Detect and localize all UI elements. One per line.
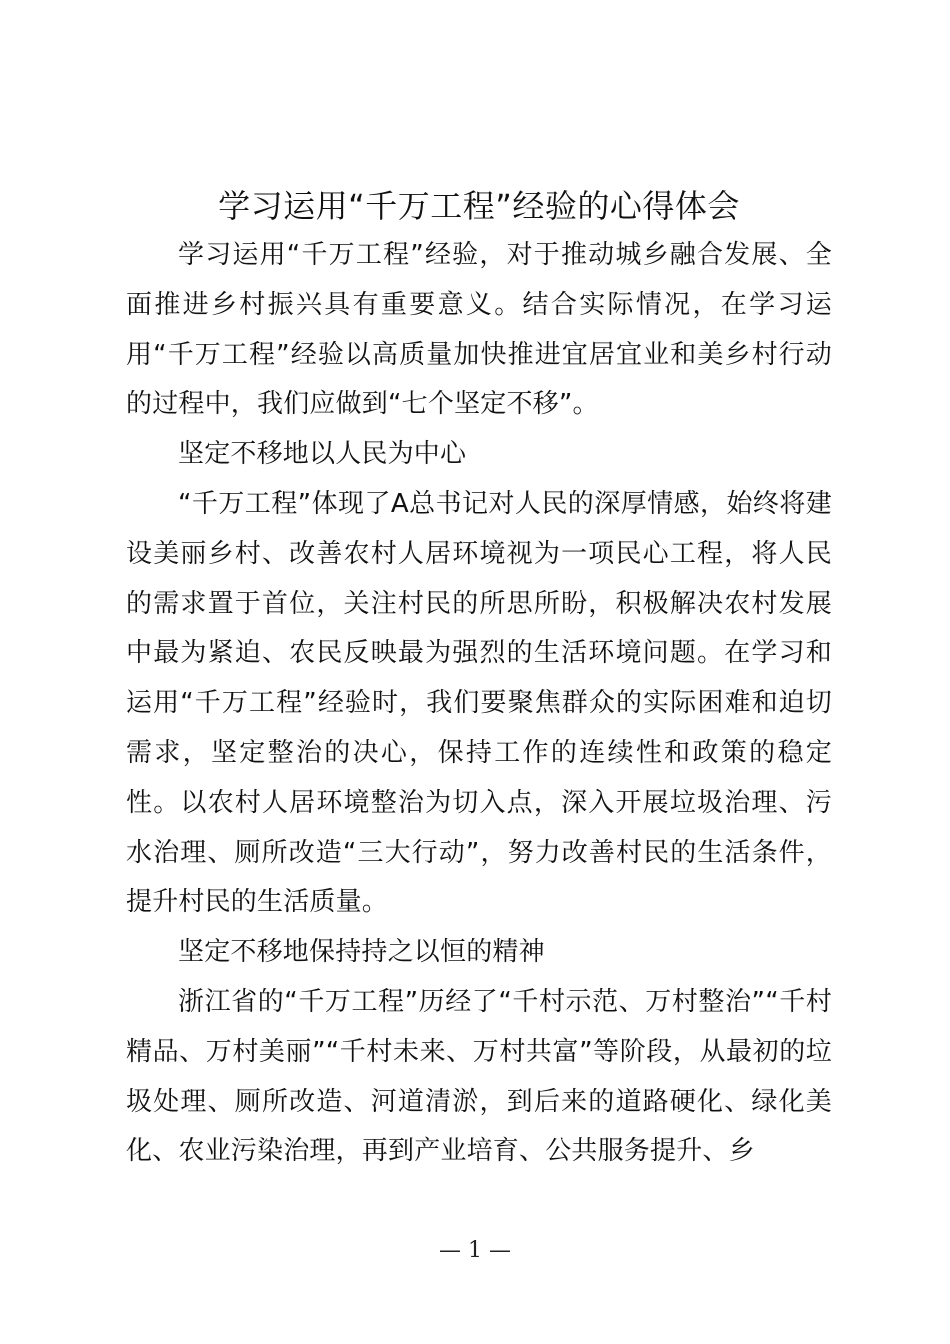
document-title: 学习运用“千万工程”经验的心得体会 xyxy=(218,187,740,225)
section-heading-1: 坚定不移地以人民为中心 xyxy=(178,439,467,470)
section-1-paragraph: “千万工程”体现了A总书记对人民的深厚情感，始终将建设美丽乡村、改善农村人居环境视为一项民心工程，将人民的需求置于首位，关注村民的所思所盼，积极解决农村发展中最为紧迫、农民反映最为强烈的生活环境问题。在学习和运用“千万工程”经验时，我们要聚焦群众的实际困难和迫切需求，坚定整治的决心，保持工作的连续性和政策的稳定性。以农村人居环境整治为切入点，深入开展垃圾治理、污水治理、厕所改造“三大行动”，努力改善村民的生活条件，提升村民的生活质量。 xyxy=(126,488,832,918)
section-heading-2: 坚定不移地保持持之以恒的精神 xyxy=(178,937,545,968)
intro-paragraph: 学习运用“千万工程”经验，对于推动城乡融合发展、全面推进乡村振兴具有重要意义。结合实际情况，在学习运用“千万工程”经验以高质量加快推进宜居宜业和美乡村行动的过程中，我们应做到“七个坚定不移”。 xyxy=(126,240,832,420)
section-2-paragraph: 浙江省的“千万工程”历经了“千村示范、万村整治”“千村精品、万村美丽”“千村未来、万村共富”等阶段，从最初的垃圾处理、厕所改造、河道清淤，到后来的道路硬化、绿化美化、农业污染治理，再到产业培育、公共服务提升、乡 xyxy=(126,986,832,1167)
document-body xyxy=(126,231,832,1177)
page-number: — 1 — xyxy=(439,1238,511,1263)
